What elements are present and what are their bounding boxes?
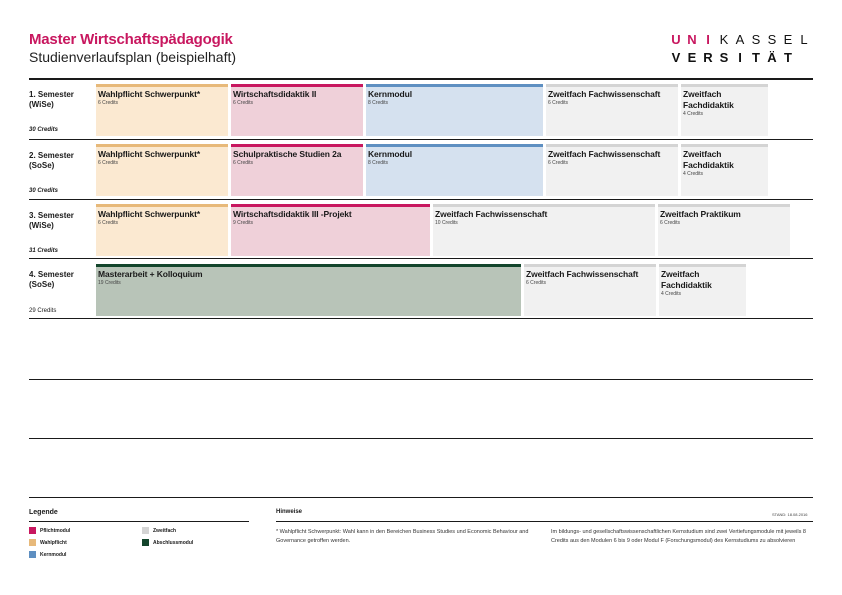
module-title: Zweitfach Fachwissenschaft [526, 269, 639, 279]
hint-note-kernstudium: Im bildungs- und gesellschaftswissenschaftlichen Kernstudium sind zwei Vertiefungsmodule mit jeweils 8 Credits aus den Modulen 6 bis 9 oder Modul F (Forschungsmodul) des Kernstudiums zu absolvieren [551, 529, 806, 544]
semester-1-credits: 30 Credits [29, 127, 59, 133]
footer-divider [29, 497, 813, 498]
semester-3-label [29, 211, 74, 231]
module-card [681, 144, 768, 196]
semester-2-credits: 30 Credits [29, 188, 59, 194]
module-title: Zweitfach Fachdidaktik [683, 149, 734, 170]
module-title: Zweitfach Fachwissenschaft [548, 149, 661, 159]
logo-letter: T [752, 50, 760, 65]
legend-item-zweitfach [142, 527, 176, 534]
row-divider [29, 438, 813, 439]
module-title: Kernmodul [368, 149, 412, 159]
module-credits: 10 Credits [435, 220, 458, 226]
module-credits: 4 Credits [683, 111, 704, 117]
module-card [546, 144, 678, 196]
logo-letter: S [719, 50, 729, 65]
legend-swatch [142, 527, 149, 534]
legend-swatch [142, 539, 149, 546]
logo-letter: I [738, 50, 742, 65]
module-credits: 6 Credits [233, 100, 254, 106]
module-credits: 9 Credits [233, 220, 254, 226]
semester-name: 4. Semester [29, 270, 74, 279]
legend-item-wahlpflicht [29, 539, 67, 546]
module-credits: 19 Credits [98, 280, 121, 286]
module-title: Wirtschaftsdidaktik III -Projekt [233, 209, 352, 219]
logo-line-2 [668, 49, 818, 67]
logo-letter: L [800, 32, 808, 47]
module-credits: 6 Credits [526, 280, 547, 286]
logo-letter: R [703, 50, 713, 65]
row-divider [29, 379, 813, 380]
module-title: Wirtschaftsdidaktik II [233, 89, 317, 99]
module-card [96, 144, 228, 196]
module-card [681, 84, 768, 136]
logo-line-1 [668, 31, 818, 49]
module-title: Zweitfach Fachwissenschaft [435, 209, 548, 219]
module-credits: 8 Credits [368, 160, 389, 166]
logo-letter: S [767, 32, 777, 47]
logo-letter: I [706, 32, 710, 47]
module-credits: 4 Credits [683, 171, 704, 177]
module-title: Wahlpflicht Schwerpunkt* [98, 149, 201, 159]
hints-divider [276, 521, 813, 522]
module-title: Schulpraktische Studien 2a [233, 149, 342, 159]
legend-swatch [29, 551, 36, 558]
logo-letter: A [735, 32, 745, 47]
semester-name: 1. Semester [29, 90, 74, 99]
module-title: Zweitfach Fachdidaktik [661, 269, 712, 290]
module-card [546, 84, 678, 136]
legend-label: Wahlpflicht [40, 539, 67, 546]
row-divider [29, 139, 813, 140]
module-title: Masterarbeit + Kolloquium [98, 269, 203, 279]
semester-term: (SoSe) [29, 280, 55, 289]
semester-4-credits: 29 Credits [29, 308, 57, 314]
logo-letter: S [751, 32, 761, 47]
legend-divider [29, 521, 249, 522]
semester-3-credits: 31 Credits [29, 248, 59, 254]
semester-1-label [29, 90, 74, 110]
module-card [96, 84, 228, 136]
module-credits: 6 Credits [98, 100, 119, 106]
module-card [96, 204, 228, 256]
module-card [231, 144, 363, 196]
module-title: Wahlpflicht Schwerpunkt* [98, 89, 201, 99]
legend-item-kernmodul [29, 551, 66, 558]
row-divider [29, 258, 813, 259]
logo-letter: K [719, 32, 729, 47]
legend-item-pflichtmodul [29, 527, 70, 534]
legend-label: Pflichtmodul [40, 527, 71, 534]
module-credits: 6 Credits [233, 160, 254, 166]
semester-term: (SoSe) [29, 161, 55, 170]
row-divider [29, 318, 813, 319]
module-card [366, 144, 543, 196]
logo-letter: E [687, 50, 697, 65]
logo-letter: T [784, 50, 792, 65]
hint-note-wahlpflicht: * Wahlpflicht Schwerpunkt: Wahl kann in den Bereichen Business Studies und Economic Behaviour and Governance getroffen werden. [276, 529, 529, 544]
row-divider [29, 199, 813, 200]
module-card [433, 204, 655, 256]
module-card [96, 264, 521, 316]
semester-2-label [29, 151, 74, 171]
legend-swatch [29, 527, 36, 534]
stand-date: STAND: 18.08.2016 [772, 512, 808, 517]
logo-letter: U [671, 32, 681, 47]
university-logo [668, 31, 818, 67]
module-credits: 6 Credits [98, 220, 119, 226]
legend-label: Abschlussmodul [153, 539, 194, 546]
legend-label: Zweitfach [153, 527, 177, 534]
module-card [231, 204, 430, 256]
module-card [659, 264, 746, 316]
logo-letter: E [783, 32, 793, 47]
hints-title: Hinweise [276, 509, 303, 515]
semester-term: (WiSe) [29, 221, 54, 230]
semester-4-label [29, 270, 74, 290]
module-credits: 6 Credits [98, 160, 119, 166]
header-divider [29, 78, 813, 80]
module-title: Kernmodul [368, 89, 412, 99]
page-subtitle: Studienverlaufsplan (beispielhaft) [29, 49, 237, 65]
module-title: Zweitfach Fachdidaktik [683, 89, 734, 110]
legend-label: Kernmodul [40, 551, 67, 558]
module-credits: 8 Credits [368, 100, 389, 106]
module-credits: 6 Credits [660, 220, 681, 226]
module-card [366, 84, 543, 136]
module-title: Wahlpflicht Schwerpunkt* [98, 209, 201, 219]
module-title: Zweitfach Fachwissenschaft [548, 89, 661, 99]
module-title: Zweitfach Praktikum [660, 209, 741, 219]
page-title: Master Wirtschaftspädagogik [29, 31, 233, 48]
module-card [658, 204, 790, 256]
module-credits: 4 Credits [661, 291, 682, 297]
logo-letter: Ä [767, 50, 777, 65]
legend-swatch [29, 539, 36, 546]
semester-name: 3. Semester [29, 211, 74, 220]
module-credits: 6 Credits [548, 100, 569, 106]
legend-title: Legende [29, 509, 58, 516]
logo-letter: N [687, 32, 697, 47]
logo-letter: V [671, 50, 681, 65]
module-credits: 6 Credits [548, 160, 569, 166]
legend-item-abschlussmodul [142, 539, 193, 546]
semester-name: 2. Semester [29, 151, 74, 160]
semester-term: (WiSe) [29, 100, 54, 109]
module-card [231, 84, 363, 136]
module-card [524, 264, 656, 316]
